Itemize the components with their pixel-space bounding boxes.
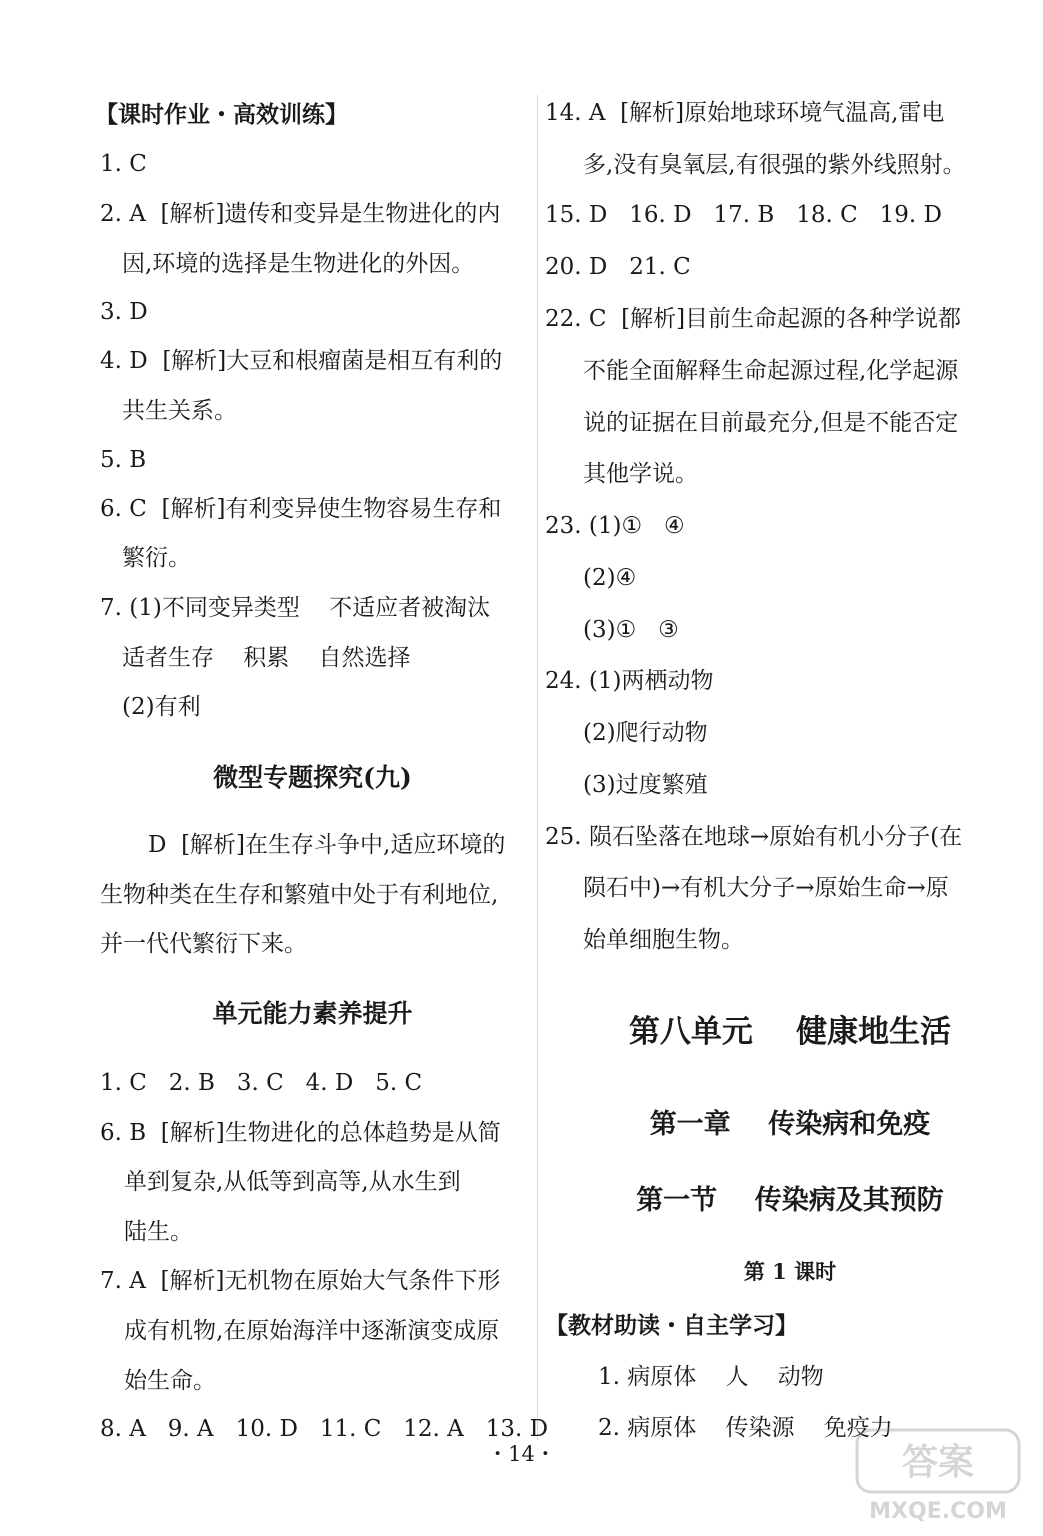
answer-line: 15. D 16. D 17. B 18. C 19. D [545, 202, 942, 228]
answer-line: 14. A [解析]原始地球环境气温高,雷电 [545, 100, 945, 126]
svg-text:答案: 答案 [901, 1442, 975, 1483]
study-line: 2. 病原体 传染源 免疫力 [598, 1415, 893, 1441]
answer-line: 22. C [解析]目前生命起源的各种学说都 [545, 306, 962, 332]
answer-line: 陆生。 [124, 1219, 193, 1245]
answer-line: 陨石中)→有机大分子→原始生命→原 [583, 875, 949, 901]
answer-line: 共生关系。 [122, 398, 237, 424]
answer-line: 因,环境的选择是生物进化的外因。 [122, 251, 475, 277]
lesson-title: 第 1 课时 [743, 1259, 837, 1284]
answer-line: 5. B [100, 447, 147, 473]
answer-line: 成有机物,在原始海洋中逐渐演变成原 [124, 1318, 500, 1344]
column-divider [537, 95, 538, 1440]
unit-title: 第八单元 健康地生活 [628, 1014, 952, 1050]
heading-micro-topic: 微型专题探究(九) [213, 763, 412, 792]
watermark-logo-icon [853, 1426, 1023, 1526]
answer-line: 多,没有臭氧层,有很强的紫外线照射。 [583, 152, 966, 178]
topic-line: 并一代代繁衍下来。 [100, 931, 307, 957]
topic-line: D [解析]在生存斗争中,适应环境的 [148, 832, 506, 858]
answer-line: 3. D [100, 299, 148, 325]
answer-line: (2)有利 [122, 694, 201, 720]
answer-line: (3)过度繁殖 [583, 772, 708, 798]
answer-line: 6. B [解析]生物进化的总体趋势是从简 [100, 1120, 501, 1146]
page-number: ・14・ [487, 1442, 556, 1466]
answer-line: 7. (1)不同变异类型 不适应者被淘汰 [100, 595, 491, 621]
answer-line: 不能全面解释生命起源过程,化学起源 [583, 358, 959, 384]
answer-line: 其他学说。 [583, 461, 698, 487]
answer-line: 4. D [解析]大豆和根瘤菌是相互有利的 [100, 348, 503, 374]
answer-line: 6. C [解析]有利变异使生物容易生存和 [100, 496, 502, 522]
svg-text:MXQE.COM: MXQE.COM [869, 1499, 1007, 1524]
answer-line: 2. A [解析]遗传和变异是生物进化的内 [100, 201, 501, 227]
answer-line: 20. D 21. C [545, 254, 691, 280]
answer-line: 适者生存 积累 自然选择 [122, 645, 411, 671]
topic-line: 生物种类在生存和繁殖中处于有利地位, [100, 882, 499, 908]
answer-line: 25. 陨石坠落在地球→原始有机小分子(在 [545, 824, 963, 850]
answer-line: 1. C 2. B 3. C 4. D 5. C [100, 1070, 423, 1096]
chapter-title: 第一章 传染病和免疫 [649, 1109, 931, 1140]
answer-line: 8. A 9. A 10. D 11. C 12. A 13. D [100, 1416, 549, 1442]
answer-line: (2)爬行动物 [583, 720, 708, 746]
answer-line: 7. A [解析]无机物在原始大气条件下形 [100, 1268, 501, 1294]
answer-line: 1. C [100, 151, 147, 177]
section-title: 第一节 传染病及其预防 [636, 1185, 944, 1216]
answer-line: 始单细胞生物。 [583, 927, 744, 953]
answer-line: 23. (1)① ④ [545, 513, 685, 539]
answer-line: (2)④ [583, 565, 637, 591]
answer-line: 说的证据在目前最充分,但是不能否定 [583, 410, 959, 436]
answer-line: 24. (1)两栖动物 [545, 668, 714, 694]
study-line: 1. 病原体 人 动物 [598, 1364, 824, 1390]
answer-line: (3)① ③ [583, 617, 679, 643]
answer-line: 始生命。 [124, 1368, 216, 1394]
heading-unit-ability: 单元能力素养提升 [212, 999, 413, 1028]
section-label-study: 【教材助读・自主学习】 [545, 1312, 798, 1339]
section-label-homework: 【课时作业・高效训练】 [95, 101, 348, 128]
answer-line: 单到复杂,从低等到高等,从水生到 [124, 1169, 461, 1195]
answer-line: 繁衍。 [122, 545, 191, 571]
